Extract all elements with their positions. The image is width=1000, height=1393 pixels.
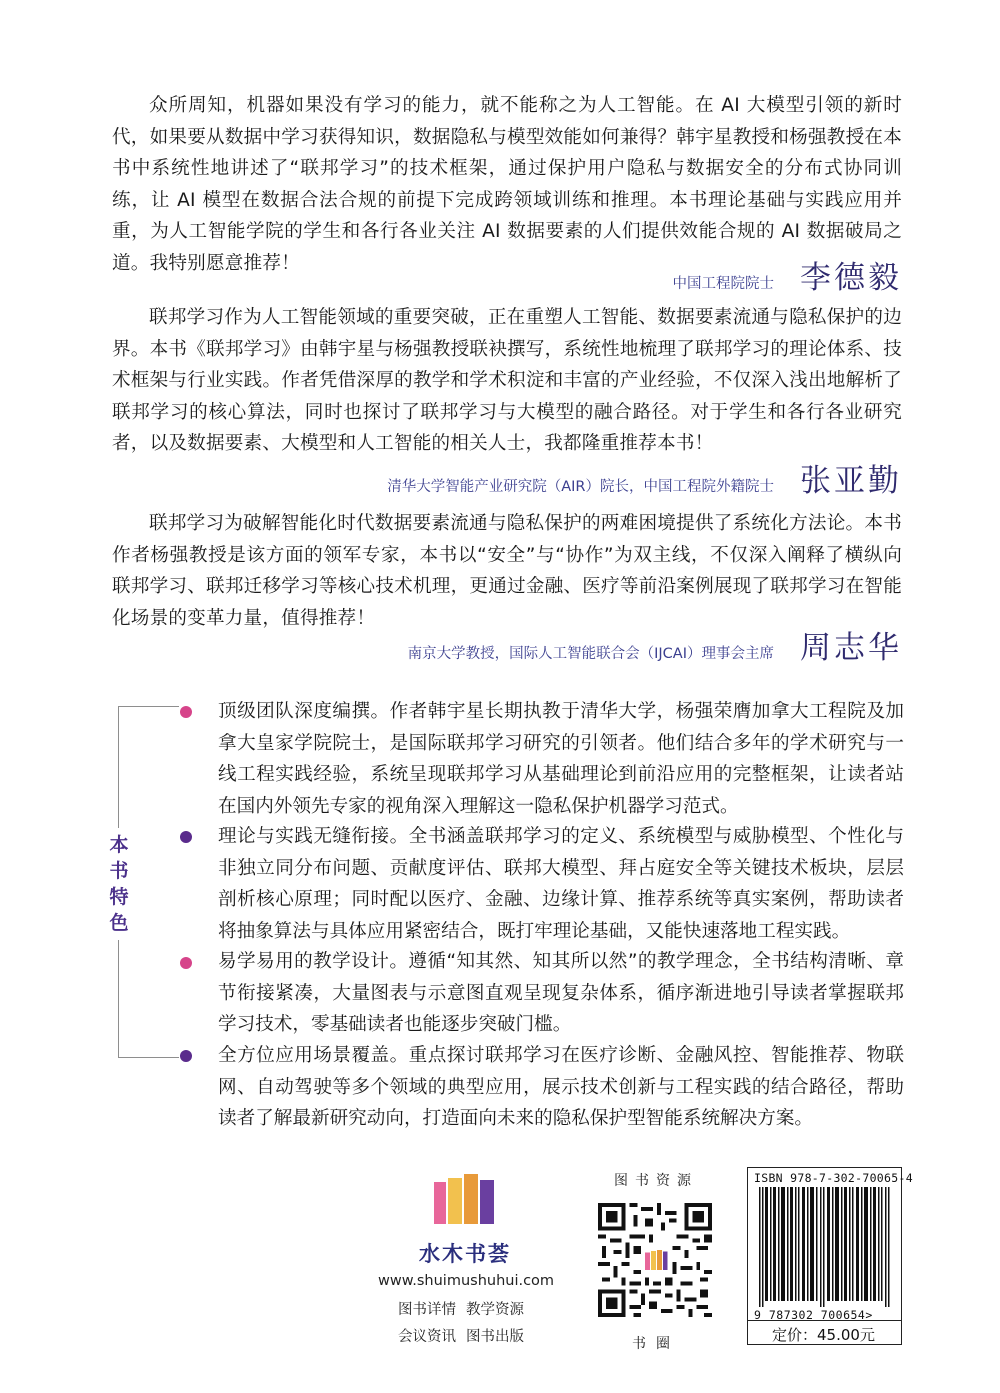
book-logo-icon: [432, 1172, 496, 1227]
qr-title: 图书资源: [614, 1173, 698, 1189]
endorser-1-name: 李德毅: [800, 260, 902, 296]
link-conference-news[interactable]: 会议资讯: [398, 1329, 456, 1345]
feature-item-1: 顶级团队深度编撰。作者韩宇星长期执教于清华大学，杨强荣膺加拿大工程院及加拿大皇家学院院士，是国际联邦学习研究的引领者。他们结合多年的学术研究与一线工程实践经验，系统呈现联邦学习从基础理论到前沿应用的完整框架，让读者站在国内外领先专家的视角深入理解这一隐私保护机器学习范式。: [218, 701, 904, 817]
publisher-url[interactable]: www.shuimushuhui.com: [378, 1273, 555, 1289]
feature-bullet-1: [180, 706, 192, 718]
endorsement-2-text: 联邦学习作为人工智能领域的重要突破，正在重塑人工智能、数据要素流通与隐私保护的边界。本书《联邦学习》由韩宇星与杨强教授联袂撰写，系统性地梳理了联邦学习的理论体系、技术框架与行业实践。作者凭借深厚的教学和学术积淀和丰富的产业经验，不仅深入浅出地解析了联邦学习的核心算法，同时也探讨了联邦学习与大模型的融合路径。对于学生和各行各业研究者，以及数据要素、大模型和人工智能的相关人士，我都隆重推荐本书！: [112, 307, 902, 454]
link-teaching-resources[interactable]: 教学资源: [466, 1302, 524, 1318]
endorsement-1-text: 众所周知，机器如果没有学习的能力，就不能称之为人工智能。在 AI 大模型引领的新时代，如果要从数据中学习获得知识，数据隐私与模型效能如何兼得？韩宇星教授和杨强教授在本书中系统性地讲述了“联邦学习”的技术框架，通过保护用户隐私与数据安全的分布式协同训练，让 AI 模型在数据合法合规的前提下完成跨领域训练和推理。本书理论基础与实践应用并重，为人工智能学院的学生和各行各业关注 AI 数据要素的人们提供效能合规的 AI 数据破局之道。我特别愿意推荐！: [112, 95, 902, 274]
qr-code-icon[interactable]: [598, 1203, 712, 1317]
isbn-digits: 9 787302 700654>: [754, 1308, 873, 1322]
link-book-publishing[interactable]: 图书出版: [466, 1329, 524, 1345]
endorser-3-name: 周志华: [800, 630, 902, 666]
features-label: [103, 828, 135, 940]
link-book-details[interactable]: 图书详情: [398, 1302, 456, 1318]
price-divider: [747, 1320, 902, 1321]
feature-bullet-4: [180, 1050, 192, 1062]
endorser-1-title: 中国工程院院士: [672, 276, 774, 292]
endorser-2: [387, 455, 902, 500]
endorsement-3-text: 联邦学习为破解智能化时代数据要素流通与隐私保护的两难困境提供了系统化方法论。本书作者杨强教授是该方面的领军专家，本书以“安全”与“协作”为双主线，不仅深入阐释了横纵向联邦学习、联邦迁移学习等核心技术机理，更通过金融、医疗等前沿案例展现了联邦学习在智能化场景的变革力量，值得推荐！: [112, 513, 902, 629]
qr-caption: 书圈: [632, 1336, 680, 1352]
barcode-icon: [757, 1187, 891, 1307]
endorser-2-name: 张亚勤: [800, 463, 902, 499]
features-label-text: 本书特色: [109, 834, 129, 934]
endorser-2-title: 清华大学智能产业研究院（AIR）院长，中国工程院外籍院士: [387, 479, 774, 495]
publisher-links: [398, 1297, 548, 1351]
price-label: 定价：45.00元: [772, 1326, 875, 1344]
endorser-3: [408, 622, 902, 667]
feature-item-2: 理论与实践无缝衔接。全书涵盖联邦学习的定义、系统模型与威胁模型、个性化与非独立同分布问题、贡献度评估、联邦大模型、拜占庭安全等关键技术板块，层层剖析核心原理；同时配以医疗、金融、边缘计算、推荐系统等真实案例，帮助读者将抽象算法与具体应用紧密结合，既打牢理论基础，又能快速落地工程实践。: [218, 826, 904, 942]
isbn-text: ISBN 978-7-302-70065-4: [754, 1171, 913, 1185]
feature-item-3: 易学易用的教学设计。遵循“知其然、知其所以然”的教学理念，全书结构清晰、章节衔接紧凑，大量图表与示意图直观呈现复杂体系，循序渐进地引导读者掌握联邦学习技术，零基础读者也能逐步突破门槛。: [218, 951, 904, 1035]
feature-item-4: 全方位应用场景覆盖。重点探讨联邦学习在医疗诊断、金融风控、智能推荐、物联网、自动驾驶等多个领域的典型应用，展示技术创新与工程实践的结合路径，帮助读者了解最新研究动向，打造面向未来的隐私保护型智能系统解决方案。: [218, 1045, 904, 1129]
endorser-1: [673, 252, 903, 297]
endorser-3-title: 南京大学教授，国际人工智能联合会（IJCAI）理事会主席: [407, 646, 774, 662]
feature-bullet-2: [180, 831, 192, 843]
publisher-brand: 水木书荟: [419, 1241, 511, 1266]
feature-bullet-3: [180, 957, 192, 969]
